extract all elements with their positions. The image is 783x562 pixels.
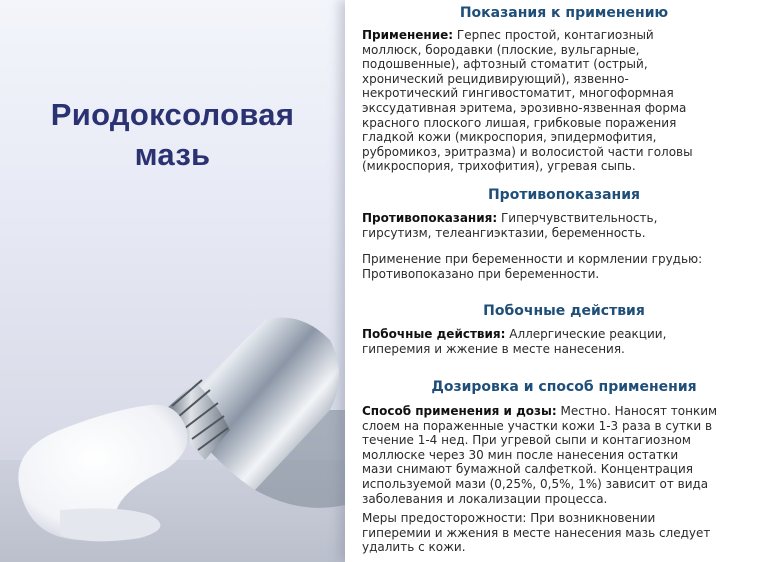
precautions-text bbox=[362, 511, 780, 555]
dosage-label: Способ применения и дозы: bbox=[362, 404, 557, 418]
side-effects-line: Аллергические реакции, bbox=[505, 327, 667, 341]
precaution-line: Меры предосторожности: При возникновении bbox=[362, 511, 656, 525]
indications-line: экссудативная эритема, эрозивно-язвенная форма bbox=[362, 100, 687, 115]
indications-line: некротический гингивостоматит, многоформная bbox=[362, 86, 674, 101]
precaution-line: гиперемии и жжения в месте нанесения мазь следует bbox=[362, 525, 711, 540]
contraindications-line: Гиперчувствительность, bbox=[497, 211, 658, 225]
pregnancy-text bbox=[362, 252, 780, 281]
product-title-line1: Риодоксоловая bbox=[50, 97, 295, 132]
right-panel bbox=[345, 0, 783, 562]
indications-line: моллюск, бородавки (плоские, вульгарные, bbox=[362, 42, 640, 57]
dosage-line: слоем на пораженные участки кожи 1-3 раза в сутки в bbox=[362, 418, 713, 433]
indications-line: рубромикоз, эритразма) и волосистой части головы bbox=[362, 144, 693, 159]
side-effects-heading: Побочные действия bbox=[483, 303, 645, 319]
side-effects-label: Побочные действия: bbox=[362, 327, 506, 341]
indications-text bbox=[362, 28, 780, 174]
indications-label: Применение: bbox=[362, 28, 454, 42]
contraindications-text bbox=[362, 211, 780, 240]
product-title bbox=[0, 95, 345, 175]
indications-line: (микроспория, трихофития), угревая сыпь. bbox=[362, 159, 636, 174]
side-effects-line: гиперемия и жжение в месте нанесения. bbox=[362, 341, 625, 356]
indications-line: красного плоского лишая, грибковые поражения bbox=[362, 115, 677, 130]
precaution-line: удалить с кожи. bbox=[362, 540, 466, 555]
indications-line: гладкой кожи (микроспория, эпидермофития, bbox=[362, 130, 657, 145]
dosage-line: используемой мази (0,25%, 0,5%, 1%) зависит от вида bbox=[362, 476, 709, 491]
dosage-line: Местно. Наносят тонким bbox=[556, 404, 718, 418]
contraindications-line: гирсутизм, телеангиэктазии, беременность. bbox=[362, 225, 646, 240]
left-panel bbox=[0, 0, 345, 562]
contraindications-heading: Противопоказания bbox=[487, 187, 641, 203]
dosage-line: заболевания и локализации процесса. bbox=[362, 491, 608, 506]
dosage-line: моллюске через 30 мин после нанесения остатки bbox=[362, 447, 679, 462]
dosage-heading: Дозировка и способ применения bbox=[431, 379, 697, 395]
dosage-line: мази снимают бумажной салфеткой. Концентрация bbox=[362, 462, 693, 477]
pregnancy-line: Противопоказано при беременности. bbox=[362, 266, 600, 281]
pregnancy-line: Применение при беременности и кормлении грудью: bbox=[362, 252, 703, 266]
contraindications-label: Противопоказания: bbox=[362, 211, 498, 225]
indications-line: Герпес простой, контагиозный bbox=[453, 28, 654, 42]
dosage-line: течение 1-4 нед. При угревой сыпи и контагиозном bbox=[362, 433, 691, 448]
side-effects-text bbox=[362, 327, 780, 356]
indications-line: хронический рецидивирующий), язвенно- bbox=[362, 71, 629, 86]
dosage-text bbox=[362, 404, 780, 506]
indications-heading: Показания к применению bbox=[459, 5, 669, 21]
ointment-tube-icon bbox=[0, 300, 345, 562]
product-title-line2: мазь bbox=[134, 137, 211, 172]
indications-line: подошвенные), афтозный стоматит (острый, bbox=[362, 57, 648, 72]
